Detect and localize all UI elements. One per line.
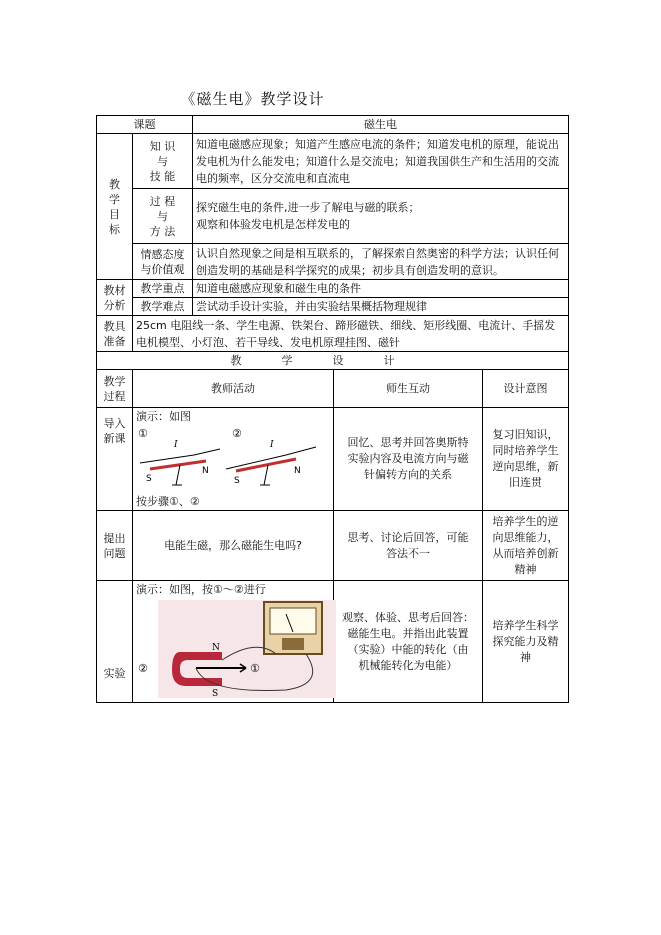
- svg-text:I: I: [270, 440, 274, 450]
- col-teacher: 教师活动: [133, 370, 334, 408]
- experiment-stage: 实验: [97, 581, 133, 703]
- attitude-text: 认识自然现象之间是相互联系的，了解探索自然奥密的科学方法；认识任何创造发明的基础是科学探究的成果；初步具有创造发明的意识。: [193, 244, 569, 280]
- experiment-interact: 观察、体验、思考后回答： 磁能生电。并指出此装置 （实验）中能的转化（由 机械能转化为电能）: [334, 581, 483, 703]
- col-interact: 师生互动: [334, 370, 483, 408]
- goal-knowledge-row: [97, 134, 569, 189]
- process-label: 过 程 与 方 法: [133, 189, 193, 244]
- wire-1: [140, 449, 220, 463]
- experiment-intent: 培养学生科学 探究能力及精 神: [483, 581, 569, 703]
- key-point-text: 知道电磁感应现象和磁生电的条件: [193, 280, 569, 298]
- design-heading: 教学设计: [97, 352, 569, 370]
- induction-diagram: [136, 598, 336, 698]
- svg-text:I: I: [174, 440, 178, 450]
- oersted-diagram: [136, 425, 326, 493]
- goal-process-row: [97, 189, 569, 244]
- tools-label: 教具 准备: [97, 316, 133, 352]
- experiment-teacher: [133, 581, 334, 703]
- column-header-row: [97, 370, 569, 408]
- question-stage: 提出 问题: [97, 511, 133, 581]
- topic-row: [97, 116, 569, 134]
- knowledge-text: 知道电磁感应现象；知道产生感应电流的条件；知道发电机的原理，能说出发电机为什么能发电；知道什么是交流电；知道我国供生产和生活用的交流电的频率，区分交流电和直流电: [193, 134, 569, 189]
- analysis-label: 教材 分析: [97, 280, 133, 316]
- attitude-label: 情感态度 与价值观: [133, 244, 193, 280]
- hard-point-text: 尝试动手设计实验，并由实验结果概括物理规律: [193, 298, 569, 316]
- intro-steps-text: 按步骤①、②: [136, 495, 200, 508]
- page-title: 《磁生电》教学设计: [180, 90, 325, 108]
- exp-marker-2: ②: [138, 662, 148, 675]
- question-interact: 思考、讨论后回答，可能 答法不一: [334, 511, 483, 581]
- svg-text:N: N: [202, 466, 209, 476]
- knowledge-label: 知 识 与 技 能: [133, 134, 193, 189]
- svg-text:S: S: [146, 474, 152, 484]
- intro-demo-text: 演示：如图: [136, 410, 191, 423]
- key-point-label: 教学重点: [133, 280, 193, 298]
- design-heading-row: [97, 352, 569, 370]
- col-intent: 设计意图: [483, 370, 569, 408]
- svg-text:S: S: [212, 689, 219, 698]
- col-process: 教学 过程: [97, 370, 133, 408]
- svg-text:N: N: [294, 466, 301, 476]
- goals-label: 教 学 目 标: [97, 134, 133, 280]
- svg-text:N: N: [212, 643, 220, 653]
- step-2-marker: ②: [232, 427, 242, 440]
- experiment-demo-text: 演示：如图，按①～②进行: [136, 583, 266, 596]
- hard-point-label: 教学难点: [133, 298, 193, 316]
- lesson-plan-table: [96, 115, 569, 703]
- topic-label: 课题: [97, 116, 193, 134]
- wire-2: [226, 447, 316, 469]
- intro-intent: 复习旧知识， 同时培养学生 逆向思维，新 旧连贯: [483, 408, 569, 511]
- question-row: [97, 511, 569, 581]
- svg-text:S: S: [234, 476, 240, 486]
- intro-row: [97, 408, 569, 511]
- intro-interact: 回忆、思考并回答奥斯特 实验内容及电流方向与磁 针偏转方向的关系: [334, 408, 483, 511]
- experiment-row: [97, 581, 569, 703]
- hard-point-row: [97, 298, 569, 316]
- needle-1: [150, 461, 206, 469]
- topic-value: 磁生电: [193, 116, 569, 134]
- question-teacher: 电能生磁，那么磁能生电吗?: [133, 511, 334, 581]
- process-text: 探究磁生电的条件,进一步了解电与磁的联系； 观察和体验发电机是怎样发电的: [193, 189, 569, 244]
- step-1-marker: ①: [138, 427, 148, 440]
- intro-stage: 导入 新课: [97, 408, 133, 511]
- key-point-row: [97, 280, 569, 298]
- goal-attitude-row: [97, 244, 569, 280]
- exp-marker-1: ①: [250, 662, 260, 675]
- question-intent: 培养学生的逆 向思维能力， 从而培养创新 精神: [483, 511, 569, 581]
- tools-row: [97, 316, 569, 352]
- tools-text: 25cm 电阻线一条、学生电源、铁架台、蹄形磁铁、细线、矩形线圈、电流计、手摇发电机模型、小灯泡、若干导线、发电机原理挂图、磁针: [133, 316, 569, 352]
- intro-teacher: [133, 408, 334, 511]
